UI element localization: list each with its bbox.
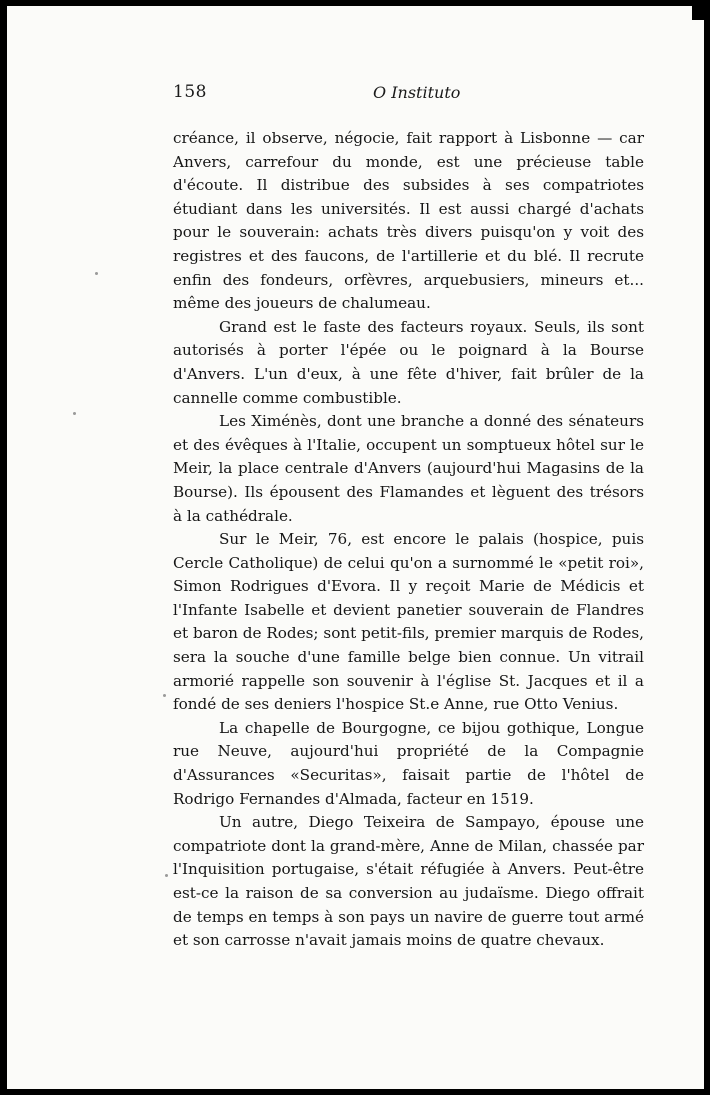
scanned-page xyxy=(7,6,704,1089)
scan-speck xyxy=(73,412,76,415)
paragraph-simon-rodrigues: Sur le Meir, 76, est encore le palais (hospice, puis Cercle Catholique) de celui qu'on a surnommé le «petit roi», Simon Rodrigues d'Evora. Il y reçoit Marie de Médicis et l'Infante Isabelle et devient panetier souverain de Flandres et baron de Rodes; sont petit-fils, premier marquis de Rodes, sera la souche d'une famille belge bien connue. Un vitrail armorié rappelle son souvenir à l'église St. Jacques et il a fondé de ses deniers l'hospice St.e Anne, rue Otto Venius. xyxy=(173,530,644,714)
running-head xyxy=(7,82,704,106)
paragraph-diego-teixeira: Un autre, Diego Teixeira de Sampayo, épouse une compatriote dont la grand-mère, Anne de Milan, chassée par l'Inquisition portugaise, s'était réfugiée à Anvers. Peut-être est-ce la raison de sa conversion au judaïsme. Diego offrait de temps en temps à son pays un navire de guerre tout armé et son carrosse n'avait jamais moins de quatre chevaux. xyxy=(173,813,644,950)
paragraph-facteurs-royaux: Grand est le faste des facteurs royaux. Seuls, ils sont autorisés à porter l'épée ou le poignard à la Bourse d'Anvers. L'un d'eux, à une fête d'hiver, fait brûler de la cannelle comme combustible. xyxy=(173,317,644,407)
page-number: 158 xyxy=(173,82,207,102)
scan-speck xyxy=(163,694,166,697)
paragraph-ximenes: Les Ximénès, dont une branche a donné des sénateurs et des évêques à l'Italie, occupent un somptueux hôtel sur le Meir, la place centrale d'Anvers (aujourd'hui Magasins de la Bourse). Ils épousent des Flamandes et lèguent des trésors à la cathédrale. xyxy=(173,412,644,525)
journal-title: O Instituto xyxy=(373,83,461,102)
body-text xyxy=(173,127,644,953)
scan-speck xyxy=(165,874,168,877)
scan-corner-mark xyxy=(692,6,704,20)
paragraph-continued: créance, il observe, négocie, fait rapport à Lisbonne — car Anvers, carrefour du monde, est une précieuse table d'écoute. Il distribue des subsides à ses compatriotes étudiant dans les universités. Il est aussi chargé d'achats pour le souverain: achats très divers puisqu'on y voit des registres et des faucons, de l'artillerie et du blé. Il recrute enfin des fondeurs, orfèvres, arquebusiers, mineurs et... même des joueurs de chalumeau. xyxy=(173,129,644,313)
paragraph-chapelle-bourgogne: La chapelle de Bourgogne, ce bijou gothique, Longue rue Neuve, aujourd'hui propriété de la Compagnie d'Assurances «Securitas», faisait partie de l'hôtel de Rodrigo Fernandes d'Almada, facteur en 1519. xyxy=(173,718,644,808)
scan-speck xyxy=(95,272,98,275)
